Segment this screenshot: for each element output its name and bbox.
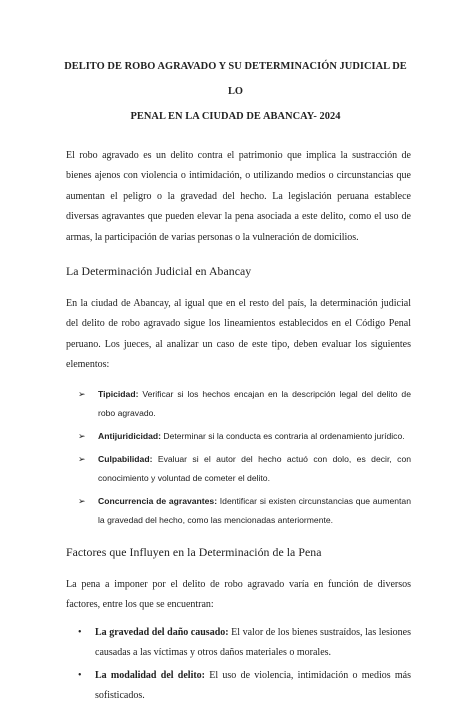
list-item bbox=[78, 666, 411, 705]
title-line-2: PENAL EN LA CIUDAD DE ABANCAY- 2024 bbox=[130, 111, 341, 122]
title-line-1: DELITO DE ROBO AGRAVADO Y SU DETERMINACIÓN JUDICIAL DE LO bbox=[64, 61, 407, 97]
intro-paragraph: El robo agravado es un delito contra el patrimonio que implica la sustracción de bienes ajenos con violencia o intimidación, o utilizando medios o circunstancias que aumentan el peligro o la gravedad del hecho. La legislación peruana establece diversas agravantes que pueden elevar la pena asociada a este delito, como el uso de armas, la participación de varias personas o la vulneración de domicilios. bbox=[66, 150, 411, 243]
factors-list bbox=[78, 623, 411, 705]
list-item-term: Antijuridicidad: bbox=[98, 430, 162, 441]
section-heading-factores: Factores que Influyen en la Determinación de la Pena bbox=[66, 544, 322, 559]
section-paragraph-factores: La pena a imponer por el delito de robo agravado varía en función de diversos factores, entre los que se encuentran: bbox=[66, 578, 411, 611]
list-item-text: El uso de violencia, intimidación o medios más sofisticados. bbox=[95, 670, 411, 701]
list-item-term: La modalidad del delito: bbox=[95, 670, 206, 682]
section-heading-abancay: La Determinación Judicial en Abancay bbox=[66, 264, 252, 279]
list-item bbox=[78, 450, 411, 488]
list-item-text: El valor de los bienes sustraídos, las lesiones causadas a las víctimas y otros daños materiales o morales. bbox=[95, 627, 412, 658]
list-item-text: Determinar si la conducta es contraria al ordenamiento jurídico. bbox=[161, 430, 405, 441]
list-item bbox=[78, 492, 411, 530]
list-item bbox=[78, 427, 411, 446]
document-title bbox=[60, 54, 411, 129]
list-item-term: Tipicidad: bbox=[98, 388, 139, 399]
section-paragraph-abancay: En la ciudad de Abancay, al igual que en el resto del país, la determinación judicial del delito de robo agravado sigue los lineamientos establecidos en el Código Penal peruano. Los jueces, al analizar un caso de este tipo, deben evaluar los siguientes elementos: bbox=[66, 298, 411, 371]
list-item-text: Evaluar si el autor del hecho actuó con dolo, es decir, con conocimiento y voluntad de cometer el delito. bbox=[98, 453, 411, 483]
list-item-text: Verificar si los hechos encajan en la descripción legal del delito de robo agravado. bbox=[98, 388, 411, 418]
list-item-term: Culpabilidad: bbox=[98, 453, 153, 464]
arrow-bullet-icon: ➢ bbox=[78, 388, 86, 399]
arrow-bullet-icon: ➢ bbox=[78, 453, 86, 464]
list-item bbox=[78, 623, 411, 662]
list-item-term: La gravedad del daño causado: bbox=[95, 627, 229, 639]
elements-list bbox=[78, 385, 411, 530]
arrow-bullet-icon: ➢ bbox=[78, 430, 86, 441]
list-item-term: Concurrencia de agravantes: bbox=[98, 495, 218, 506]
list-item bbox=[78, 385, 411, 423]
dot-bullet-icon: • bbox=[78, 670, 82, 682]
list-item-text: Identificar si existen circunstancias que aumentan la gravedad del hecho, como las mencionadas anteriormente. bbox=[98, 495, 411, 525]
dot-bullet-icon: • bbox=[78, 627, 82, 639]
arrow-bullet-icon: ➢ bbox=[78, 495, 86, 506]
